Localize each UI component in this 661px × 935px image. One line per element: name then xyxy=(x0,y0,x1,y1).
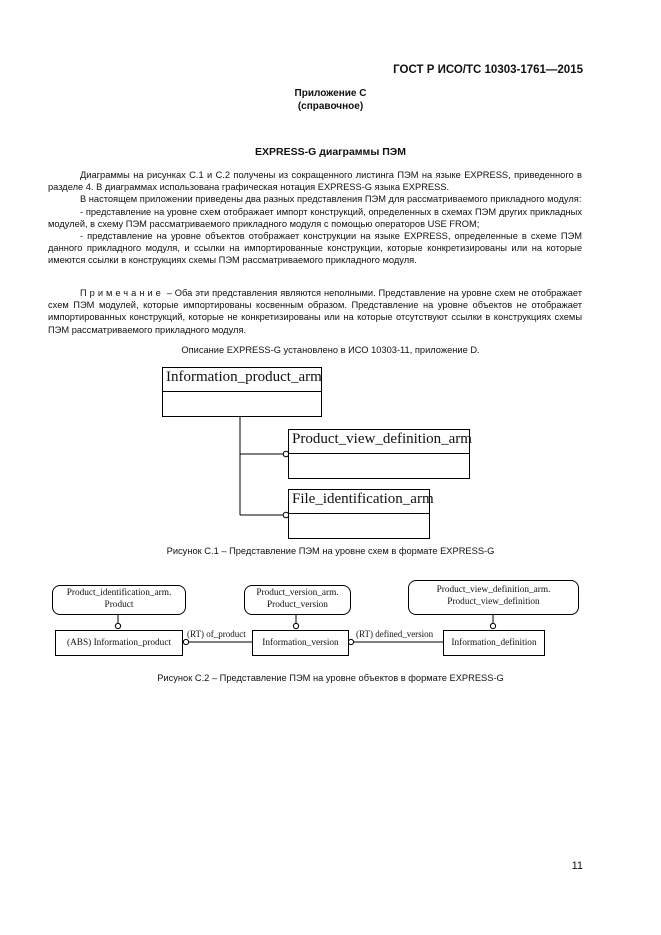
schema-box-file-identification xyxy=(288,489,434,539)
schema-box-divider xyxy=(163,391,321,392)
schema-name: File_identification_arm xyxy=(292,491,434,507)
annex-title: Приложение С xyxy=(294,88,367,99)
annex-subtitle: (справочное) xyxy=(297,100,364,112)
paragraph: - представление на уровне схем отображает импорт конструкций, определенных в схемах ПЭМ других прикладных модулей, в схему ПЭМ рассматриваемого прикладного модуля с помощью операторов USE FROM; xyxy=(48,206,582,229)
entity-box-information-product: (ABS) Information_product xyxy=(55,630,183,656)
figure1-caption: Рисунок С.1 – Представление ПЭМ на уровне схем в формате EXPRESS-G xyxy=(166,546,495,556)
paragraph: Диаграммы на рисунках С.1 и С.2 получены из сокращенного листинга ПЭМ на языке EXPRESS, приведенного в разделе 4. В диаграммах использована графическая нотация EXPRESS-G языка EXPRESS. xyxy=(48,170,582,193)
relation-label-defined-version: (RT) defined_version xyxy=(356,629,434,639)
schema-box-divider xyxy=(289,453,469,454)
reference-line: Product_view_definition xyxy=(447,596,540,607)
note-dash: – xyxy=(166,288,172,298)
reference-line: Product_version xyxy=(267,599,328,610)
note-label: Примечание xyxy=(80,288,164,298)
schema-box-product-view-definition xyxy=(288,429,470,479)
reference-line: Product_view_definition_arm. xyxy=(436,585,551,595)
section-title: EXPRESS-G диаграммы ПЭМ xyxy=(255,146,406,158)
entity-box-information-version: Information_version xyxy=(252,630,349,656)
schema-box-information-product xyxy=(162,367,322,417)
standard-code-header: ГОСТ Р ИСО/ТС 10303-1761—2015 xyxy=(393,64,583,76)
relation-label-of-product: (RT) of_product xyxy=(187,629,246,639)
reference-line: Product_identification_arm. xyxy=(66,588,172,598)
page-number: 11 xyxy=(571,860,583,872)
note-text: Оба эти представления являются неполными. Представление на уровне схем не отображает схем ПЭМ модулей, которые импортированы косвенным образом. Представление на уровне объектов не отображает импортированных конструкций, которые не конкретизированы или на которые отсутствуют ссылки в конструкциях схемы ПЭМ рассматриваемого прикладного модуля. xyxy=(48,288,582,335)
entity-box-information-definition: Information_definition xyxy=(443,630,545,656)
schema-name: Product_view_definition_arm xyxy=(292,431,472,447)
paragraph: В настоящем приложении приведены два разных представления ПЭМ для рассматриваемого прикладного модуля: xyxy=(80,194,582,205)
schema-name: Information_product_arm xyxy=(166,369,322,385)
reference-box-product xyxy=(52,585,186,615)
figure2-caption: Рисунок С.2 – Представление ПЭМ на уровне объектов в формате EXPRESS-G xyxy=(157,673,504,683)
express-g-reference: Описание EXPRESS-G установлено в ИСО 10303-11, приложение D. xyxy=(181,345,480,355)
reference-line: Product xyxy=(104,599,134,610)
reference-box-product-version xyxy=(244,585,351,615)
schema-box-divider xyxy=(289,513,429,514)
reference-line: Product_version_arm. xyxy=(256,588,339,598)
reference-box-product-view-definition xyxy=(408,580,579,615)
paragraph: - представление на уровне объектов отображает конструкции на языке EXPRESS, определенные в схеме ПЭМ данного прикладного модуля, и ссылки на импортированные конструкции, которые конкретизированы или на которые имеются ссылки в конструкциях схемы ПЭМ рассматриваемого прикладного модуля. xyxy=(48,231,582,266)
